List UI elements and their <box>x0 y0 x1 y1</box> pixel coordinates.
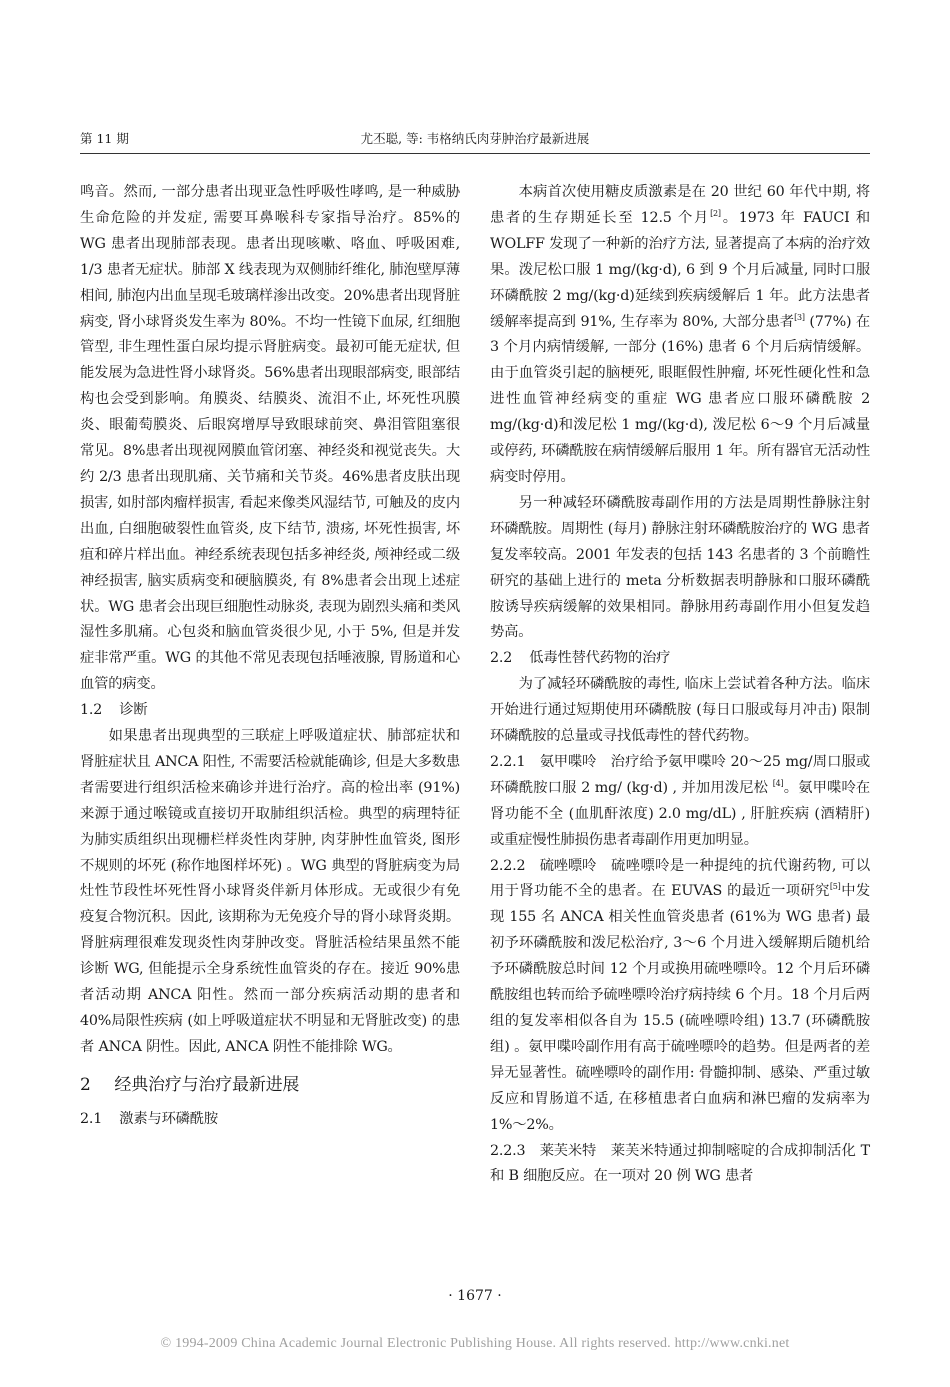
section-title: 氨甲喋呤 <box>539 753 597 770</box>
right-column <box>490 180 870 1190</box>
section-title: 诊断 <box>119 702 148 719</box>
section-title: 经典治疗与治疗最新进展 <box>114 1074 300 1095</box>
running-header <box>80 128 870 150</box>
section-title: 莱芙米特 <box>539 1142 597 1159</box>
text-run: 莱芙米特通过抑制嘧啶的合成抑制活化 T 和 B 细胞反应。在一项对 20 例 WG 患者 <box>490 1142 870 1185</box>
paragraph <box>490 180 870 491</box>
text-run: 。1973 年 FAUCI 和 WOLFF 发现了一种新的治疗方法, 显著提高了本病的治疗效果。泼尼松口服 1 mg/(kg·d), 6 到 9 个月后减量, 同时口服环磷酰胺 2 mg/(kg·d)延续到疾病缓解后 1 年。此方法患者缓解率提高到 91%, 生存率为 80%, 大部分患者 <box>490 209 871 330</box>
section-number: 2.1 <box>80 1110 103 1127</box>
section-number: 2.2.2 <box>490 857 526 874</box>
subsection-2-2-3 <box>490 1139 870 1191</box>
section-title: 低毒性替代药物的治疗 <box>529 650 671 667</box>
issue-number: 第 11 期 <box>80 131 129 146</box>
text-run: 。氨甲喋呤在肾功能不全 (血肌酐浓度) 2.0 mg/dL) , 肝脏疾病 (酒精肝) 或重症慢性肺损伤患者毒副作用更加明显。 <box>490 779 870 848</box>
section-number: 2.2.1 <box>490 753 526 770</box>
subsection-2-2-2 <box>490 854 870 1139</box>
section-heading-2 <box>80 1071 460 1099</box>
section-heading-2-2 <box>490 646 870 672</box>
citation: [2] <box>710 208 721 218</box>
text-run: (77%) 在 3 个月内病情缓解, 一部分 (16%) 患者 6 个月后病情缓解。由于血管炎引起的脑梗死, 眼眶假性肿瘤, 坏死性硬化性和急进性血管神经病变的重症 WG 患者应口服环磷酰胺 2 mg/(kg·d)和泼尼松 1 mg/(kg·d), 泼尼松 6～9 个月后减量或停药, 环磷酰胺在病情缓解后服用 1 年。所有器官无活动性病变时停用。 <box>490 313 871 485</box>
section-number: 2.2 <box>490 650 513 667</box>
section-title: 激素与环磷酰胺 <box>119 1110 218 1127</box>
citation: [5] <box>829 882 841 892</box>
text-run: 治疗给予氨甲喋呤 20～25 mg/周口服或环磷酰胺口服 2 mg/ (kg·d) , 并加用泼尼松 <box>490 753 870 796</box>
section-heading-2-1 <box>80 1107 460 1133</box>
text-run: 中发现 155 名 ANCA 相关性血管炎患者 (61%为 WG 患者) 最初予环磷酰胺和泼尼松治疗, 3～6 个月进入缓解期后随机给予环磷酰胺总时间 12 个月或换用硫唑嘌呤。12 个月后环磷酰胺组也转而给予硫唑嘌呤治疗病持续 6 个月。18 个月后两组的复发率相似各自为 15.5 (硫唑嘌呤组) 13.7 (环磷酰胺组) 。氨甲喋呤副作用有高于硫唑嘌呤的趋势。但是两者的差异无显著性。硫唑嘌呤的副作用: 骨髓抑制、感染、严重过敏反应和胃肠道不适, 在移植患者白血病和淋巴瘤的发病率为 1%～2%。 <box>490 883 870 1133</box>
section-title: 硫唑嘌呤 <box>539 857 597 874</box>
paragraph: 鸣音。然而, 一部分患者出现亚急性呼吸性哮鸣, 是一种威胁生命危险的并发症, 需要耳鼻喉科专家指导治疗。85%的 WG 患者出现肺部表现。患者出现咳嗽、咯血、呼吸困难, 1/3 患者无症状。肺部 X 线表现为双侧肺纤维化, 肺泡壁厚薄相间, 肺泡内出血呈现毛玻璃样渗出改变。20%患者出现肾脏病变, 肾小球肾炎发生率为 80%。不均一性镜下血尿, 红细胞管型, 非生理性蛋白尿均提示肾脏病变。最初可能无症状, 但能发展为急进性肾小球肾炎。56%患者出现眼部病变, 眼部结构也会受到影响。角膜炎、结膜炎、流泪不止, 坏死性巩膜炎、眼葡萄膜炎、后眼窝增厚导致眼球前突、鼻泪管阻塞很常见。8%患者出现视网膜血管闭塞、神经炎和视觉丧失。大约 2/3 患者出现肌痛、关节痛和关节炎。46%患者皮肤出现损害, 如肘部肉瘤样损害, 看起来像类风湿结节, 可触及的皮内出血, 白细胞破裂性血管炎, 皮下结节, 溃疡, 坏死性损害, 坏疽和碎片样出血。神经系统表现包括多神经炎, 颅神经或二级神经损害, 脑实质病变和硬脑膜炎, 有 8%患者会出现上述症状。WG 患者会出现巨细胞性动脉炎, 表现为剧烈头痛和类风湿性多肌痛。心包炎和脑血管炎很少见, 小于 5%, 但是并发症非常严重。WG 的其他不常见表现包括唾液腺, 胃肠道和心血管的病变。 <box>80 184 460 693</box>
text-run: 硫唑嘌呤是一种提纯的抗代谢药物, 可以用于肾功能不全的患者。在 EUVAS 的最近一项研究 <box>490 857 870 900</box>
page-number: · 1677 · <box>448 1288 502 1304</box>
section-number: 2 <box>80 1074 91 1095</box>
citation: [3] <box>794 312 805 322</box>
section-heading-1-2 <box>80 698 460 724</box>
running-title: 尤丕聪, 等: 韦格纳氏肉芽肿治疗最新进展 <box>360 131 590 146</box>
paragraph: 为了减轻环磷酰胺的毒性, 临床上尝试着各种方法。临床开始进行通过短期使用环磷酰胺 (每日口服或每月冲击) 限制环磷酰胺的总量或寻找低毒性的替代药物。 <box>490 676 870 745</box>
text-run: 本病首次使用糖皮质激素是在 20 世纪 60 年代中期, 将患者的生存期延长至 12.5 个月 <box>490 184 870 226</box>
section-number: 2.2.3 <box>490 1142 526 1159</box>
paragraph: 另一种减轻环磷酰胺毒副作用的方法是周期性静脉注射环磷酰胺。周期性 (每月) 静脉注射环磷酰胺治疗的 WG 患者复发率较高。2001 年发表的包括 143 名患者的 3 个前瞻性研究的基础上进行的 meta 分析数据表明静脉和口服环磷酰胺诱导疾病缓解的效果相同。静脉用药毒副作用小但复发趋势高。 <box>490 494 870 641</box>
paragraph: 如果患者出现典型的三联症上呼吸道症状、肺部症状和肾脏症状且 ANCA 阳性, 不需要活检就能确诊, 但是大多数患者需要进行组织活检来确诊并进行治疗。高的检出率 (91%) 来源于通过喉镜或直接切开取肺组织活检。典型的病理特征为肺实质组织出现栅栏样炎性肉芽肿, 肉芽肿性血管炎, 图形不规则的坏死 (称作地图样坏死) 。WG 典型的肾脏病变为局灶性节段性坏死性肾小球肾炎伴新月体形成。无或很少有免疫复合物沉积。因此, 该期称为无免疫介导的肾小球肾炎期。肾脏病理很难发现炎性肉芽肿改变。肾脏活检结果虽然不能诊断 WG, 但能提示全身系统性血管炎的存在。接近 90%患者活动期 ANCA 阳性。然而一部分疾病活动期的患者和 40%局限性疾病 (如上呼吸道症状不明显和无肾脏改变) 的患者 ANCA 阴性。因此, ANCA 阴性不能排除 WG。 <box>80 728 460 1055</box>
citation: [4] <box>772 778 784 788</box>
subsection-2-2-1 <box>490 750 870 854</box>
header-rule <box>80 153 870 154</box>
copyright-footer: © 1994-2009 China Academic Journal Electronic Publishing House. All rights reserved. http://www.cnki.net <box>160 1336 790 1351</box>
section-number: 1.2 <box>80 702 103 719</box>
left-column <box>80 180 460 1133</box>
